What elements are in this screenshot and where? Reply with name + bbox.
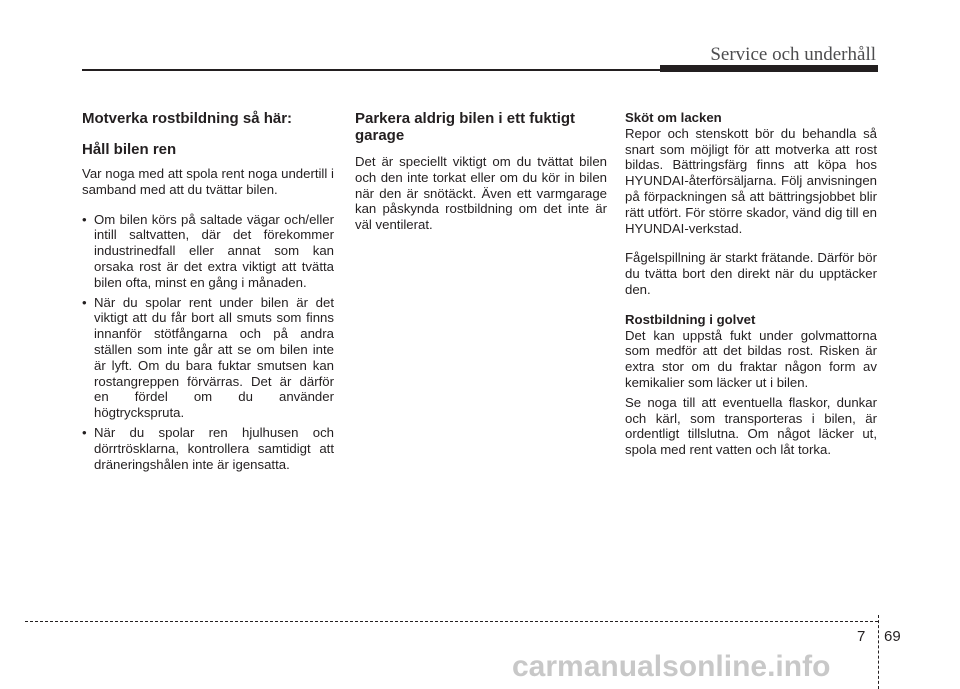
paint-paragraph: Repor och stenskott bör du behandla så snart som möjligt för att motverka att rost bildas. Bättringsfärg finns att köpa hos HYUNDAI-återförsäljarna. Följ anvisningen på förpackningen så att bättringsjobbet blir rätt utfört. För större skador, vänd dig till en HYUNDAI-verkstad. [625,125,877,236]
subheading-keep-clean: Håll bilen ren [82,141,177,158]
page-number: 69 [884,628,901,645]
paint-heading: Sköt om lacken [625,110,722,125]
watermark: carmanualsonline.info [512,650,831,683]
garage-heading: Parkera aldrig bilen i ett fuktigt garage [355,110,576,144]
garage-paragraph: Det är speciellt viktigt om du tvättat bilen och den inte torkat eller om du kör in bilen när den är snötäckt. Även ett varmgarage kan påskynda rostbildning om det inte är väl ventilerat. [355,154,607,233]
floor-rust-heading: Rostbildning i golvet [625,311,756,327]
column-left [82,110,334,476]
header-rule-bar [660,65,878,72]
page-number-separator [878,615,879,689]
list-item-text: När du spolar ren hjulhusen och dörrtrösklarna, kontrollera samtidigt att dräneringshålen inte är igensatta. [94,424,334,472]
list-item [82,295,334,421]
section-title: Service och underhåll [710,44,876,65]
header-rule [82,69,662,71]
list-item-text: Om bilen körs på saltade vägar och/eller intill saltvatten, där det förekommer industrinedfall eller annat som kan orsaka rost är det extra viktigt att tvätta bilen ofta, minst en gång i månaden. [94,211,334,290]
list-item [82,425,334,472]
main-heading: Motverka rostbildning så här: [82,110,293,127]
bullet-icon: • [82,294,87,310]
intro-paragraph: Var noga med att spola rent noga undertill i samband med att du tvättar bilen. [82,166,334,197]
bird-droppings-paragraph: Fågelspillning är starkt frätande. Därför bör du tvätta bort den direkt när du upptäcker den. [625,250,877,297]
bullet-list [82,212,334,473]
list-item [82,212,334,291]
footer-rule [25,621,878,622]
floor-rust-paragraph-2: Se noga till att eventuella flaskor, dunkar och kärl, som transporteras i bilen, är ordentligt tillslutna. Om något läcker ut, spola med rent vatten och låt torka. [625,394,877,458]
floor-rust-paragraph-1: Det kan uppstå fukt under golvmattorna som medför att det bildas rost. Risken är extra stor om du fraktar någon form av kemikalier som läcker ut i bilen. [625,327,877,390]
column-right [625,110,877,472]
bullet-icon: • [82,211,87,227]
column-middle [355,110,607,247]
chapter-number: 7 [857,628,866,645]
list-item-text: När du spolar rent under bilen är det viktigt att du får bort all smuts som finns innanför stötfångarna och på andra ställen som inte går att se om bilen inte är lyft. Om du bara fuktar smutsen kan rostangreppen förvärras. Det är därför en fördel om du använder högtryckspruta. [94,294,334,421]
bullet-icon: • [82,424,87,440]
